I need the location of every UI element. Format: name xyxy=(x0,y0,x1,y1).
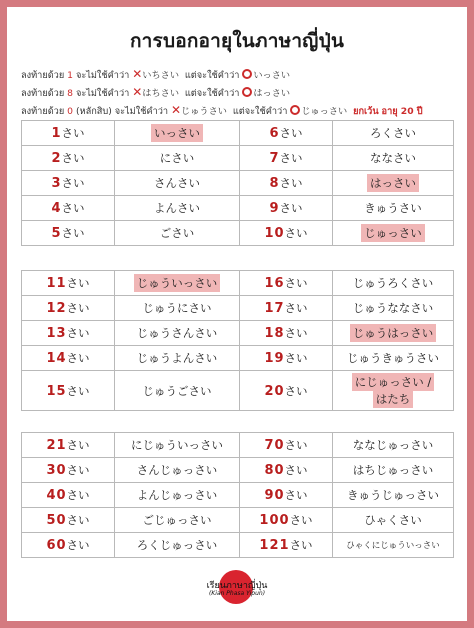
rule-right: いっさい xyxy=(253,70,291,81)
age-number: 50さい xyxy=(22,508,115,533)
age-number: 10さい xyxy=(240,221,333,246)
age-number: 15さい xyxy=(22,371,115,411)
table-row xyxy=(22,321,454,346)
age-number: 30さい xyxy=(22,458,115,483)
table-row xyxy=(22,271,454,296)
age-reading: にじゅういっさい xyxy=(115,433,240,458)
rule-except: ยกเว้น xyxy=(353,106,379,117)
table-row xyxy=(22,483,454,508)
age-reading: きゅうさい xyxy=(333,196,454,221)
circle-icon xyxy=(242,69,252,79)
rule-right: じゅっさい xyxy=(301,106,348,117)
rule-digit: 0 xyxy=(67,106,74,117)
rule-right: はっさい xyxy=(253,88,291,99)
age-reading: はちじゅっさい xyxy=(333,458,454,483)
age-reading: いっさい xyxy=(115,121,240,146)
age-reading: ごじゅっさい xyxy=(115,508,240,533)
age-reading: よんじゅっさい xyxy=(115,483,240,508)
age-reading: にさい xyxy=(115,146,240,171)
rule-but: แต่จะใช้คำว่า xyxy=(184,88,240,99)
age-reading: じゅうきゅうさい xyxy=(333,346,454,371)
rule-middle: จะไม่ใช้คำว่า xyxy=(75,70,130,81)
age-number: 12さい xyxy=(22,296,115,321)
cross-icon: ✕ xyxy=(170,103,182,117)
age-reading: じゅうろくさい xyxy=(333,271,454,296)
table-row xyxy=(22,221,454,246)
rule-but: แต่จะใช้คำว่า xyxy=(184,70,240,81)
table-row xyxy=(22,171,454,196)
age-number: 1さい xyxy=(22,121,115,146)
rule-prefix: ลงท้ายด้วย xyxy=(21,70,65,81)
cross-icon: ✕ xyxy=(132,67,143,81)
age-reading: ごさい xyxy=(115,221,240,246)
age-reading: じゅうさんさい xyxy=(115,321,240,346)
table-row xyxy=(22,371,454,411)
table-row xyxy=(22,533,454,558)
age-reading: じゅうごさい xyxy=(115,371,240,411)
age-number: 13さい xyxy=(22,321,115,346)
age-reading: じゅういっさい xyxy=(115,271,240,296)
age-reading: はっさい xyxy=(333,171,454,196)
age-number: 18さい xyxy=(240,321,333,346)
table-row xyxy=(22,433,454,458)
logo-text: เรียนภาษาญี่ปุ่น xyxy=(206,581,268,591)
rule-wrong: いちさい xyxy=(142,70,180,81)
age-number: 11さい xyxy=(22,271,115,296)
age-number: 20さい xyxy=(240,371,333,411)
page-title: การบอกอายุในภาษาญี่ปุ่น xyxy=(129,30,345,52)
age-number: 121さい xyxy=(240,533,333,558)
age-reading: ひゃくさい xyxy=(333,508,454,533)
age-reading: よんさい xyxy=(115,196,240,221)
rule-line-3 xyxy=(21,102,461,120)
age-reading: じゅうななさい xyxy=(333,296,454,321)
age-number: 16さい xyxy=(240,271,333,296)
age-number: 70さい xyxy=(240,433,333,458)
table-row xyxy=(22,458,454,483)
rule-paren: (หลักสิบ) xyxy=(75,106,112,117)
age-number: 14さい xyxy=(22,346,115,371)
rule-middle: จะไม่ใช้คำว่า xyxy=(114,106,169,117)
circle-icon xyxy=(290,105,300,115)
age-table-21-121 xyxy=(21,432,454,558)
rule-prefix: ลงท้ายด้วย xyxy=(21,88,65,99)
age-number: 8さい xyxy=(240,171,333,196)
brand-logo xyxy=(197,569,277,605)
age-reading: にじゅっさい / はたち xyxy=(333,371,454,411)
table-row xyxy=(22,346,454,371)
age-reading: ななさい xyxy=(333,146,454,171)
age-number: 21さい xyxy=(22,433,115,458)
age-reading: じゅうにさい xyxy=(115,296,240,321)
rule-middle: จะไม่ใช้คำว่า xyxy=(75,88,130,99)
age-number: 60さい xyxy=(22,533,115,558)
table-row xyxy=(22,508,454,533)
rule-line-2 xyxy=(21,84,461,102)
age-reading: じゅっさい xyxy=(333,221,454,246)
age-number: 7さい xyxy=(240,146,333,171)
age-number: 90さい xyxy=(240,483,333,508)
age-reading: さんじゅっさい xyxy=(115,458,240,483)
age-reading: さんさい xyxy=(115,171,240,196)
table-row xyxy=(22,121,454,146)
rule-except-rest: อายุ 20 ปี xyxy=(381,106,423,117)
age-table-11-20 xyxy=(21,270,454,411)
table-row xyxy=(22,146,454,171)
rule-wrong: はちさい xyxy=(142,88,180,99)
age-number: 17さい xyxy=(240,296,333,321)
age-reading: きゅうじゅっさい xyxy=(333,483,454,508)
age-reading: ろくさい xyxy=(333,121,454,146)
age-number: 9さい xyxy=(240,196,333,221)
rule-digit: 1 xyxy=(67,70,74,81)
age-number: 2さい xyxy=(22,146,115,171)
age-number: 3さい xyxy=(22,171,115,196)
age-number: 19さい xyxy=(240,346,333,371)
age-number: 80さい xyxy=(240,458,333,483)
age-number: 4さい xyxy=(22,196,115,221)
age-number: 100さい xyxy=(240,508,333,533)
rule-but: แต่จะใช้คำว่า xyxy=(232,106,288,117)
table-row xyxy=(22,196,454,221)
age-reading: ろくじゅっさい xyxy=(115,533,240,558)
age-number: 40さい xyxy=(22,483,115,508)
rule-digit: 8 xyxy=(67,88,74,99)
circle-icon xyxy=(242,87,252,97)
age-reading: ひゃくにじゅういっさい xyxy=(333,533,454,558)
age-number: 6さい xyxy=(240,121,333,146)
age-reading: ななじゅっさい xyxy=(333,433,454,458)
age-table-1-5 xyxy=(21,120,454,246)
logo-subtext: (Kian Phasa Yipun) xyxy=(208,590,266,597)
rule-prefix: ลงท้ายด้วย xyxy=(21,106,65,117)
rules-block xyxy=(21,66,461,120)
age-reading: じゅうはっさい xyxy=(333,321,454,346)
cross-icon: ✕ xyxy=(132,85,143,99)
table-row xyxy=(22,296,454,321)
age-number: 5さい xyxy=(22,221,115,246)
rule-line-1 xyxy=(21,66,461,84)
age-reading: じゅうよんさい xyxy=(115,346,240,371)
rule-wrong: じゅうさい xyxy=(181,106,227,117)
